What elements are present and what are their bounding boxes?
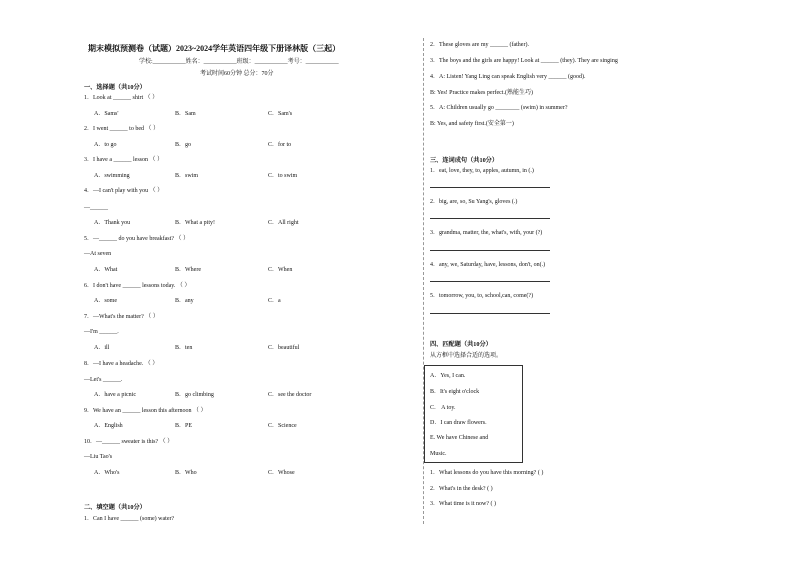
answer-option: B．Sam: [175, 111, 196, 117]
answer-option: A．some: [94, 298, 117, 304]
order-item: 1．eat, love, they, to, apples, autumn, in (.): [430, 168, 534, 174]
answer-option: A．Who's: [94, 470, 120, 476]
answer-option: B．ten: [175, 345, 193, 351]
box-option: C． A toy.: [430, 405, 456, 411]
question-stem: 4．—I can't play with you （ ）: [84, 188, 164, 194]
order-item: 5．tomorrow, you, to, school,can, come(?): [430, 293, 534, 299]
paper-title: 期末模拟预测卷（试题）2023~2024学年英语四年级下册译林版（三起）: [88, 44, 341, 53]
answer-option: B．What a pity!: [175, 220, 215, 226]
dialogue-line: —Liu Tao's: [84, 454, 113, 460]
answer-option: B．swim: [175, 173, 199, 179]
answer-option: A．have a picnic: [94, 392, 136, 398]
box-option: A．Yes, I can.: [430, 373, 466, 379]
student-info-line: 学校:___________姓名：___________班级：___________考号：___________: [139, 59, 339, 65]
answer-line[interactable]: [430, 250, 550, 251]
answer-option: A．to go: [94, 142, 117, 148]
fill-item: 3．The boys and the girls are happy! Look at ______ (they). They are singing: [430, 58, 618, 64]
dialogue-line: —Let's ______.: [84, 377, 123, 383]
answer-option: B．go: [175, 142, 192, 148]
question-stem: 3．I have a ______ lesson （ ）: [84, 157, 163, 163]
answer-option: B．any: [175, 298, 194, 304]
dialogue-line: —______: [84, 205, 108, 211]
answer-option: A．swimming: [94, 173, 130, 179]
dialogue-line: —I'm ______.: [84, 329, 119, 335]
answer-line[interactable]: [430, 281, 550, 282]
order-item: 4．any, we, Saturday, have, lessons, don't, on(.): [430, 262, 546, 268]
answer-line[interactable]: [430, 187, 550, 188]
section2-heading: 二、填空题（共10分）: [84, 504, 146, 511]
question-stem: 7．—What's the matter? （ ）: [84, 314, 159, 320]
answer-option: C．a: [268, 298, 281, 304]
match-item: 3．What time is it now? ( ): [430, 501, 496, 507]
section3-heading: 三、连词成句（共10分）: [430, 157, 499, 164]
dialogue-line: —At seven: [84, 251, 112, 257]
answer-option: C．to swim: [268, 173, 298, 179]
answer-option: B．go climbing: [175, 392, 214, 398]
answer-option: A．English: [94, 423, 123, 429]
answer-option: B．PE: [175, 423, 193, 429]
fill-item: B: Yes, and safety first.(安全第一): [430, 121, 514, 127]
section4-heading: 四、匹配题（共10分）: [430, 341, 492, 348]
answer-option: B．Who: [175, 470, 197, 476]
answer-option: C．beautiful: [268, 345, 300, 351]
answer-option: C．When: [268, 267, 293, 273]
fill-item: B: Yes! Practice makes perfect.(熟能生巧): [430, 90, 533, 96]
question-stem: 1．Look at ______ shirt （ ）: [84, 95, 159, 101]
answer-option: B．Where: [175, 267, 201, 273]
question-stem: 8．—I have a headache. （ ）: [84, 361, 159, 367]
box-option: D．I can draw flowers.: [430, 420, 487, 426]
answer-option: A．Thank you: [94, 220, 131, 226]
order-item: 2．big, are, so, Su Yang's, gloves (.): [430, 199, 518, 205]
question-stem: 10．—______ sweater is this? （ ）: [84, 439, 174, 445]
fill-item: 5．A: Children usually go ________ (swim) in summer?: [430, 105, 568, 111]
question-stem: 5．—______ do you have breakfast? （ ）: [84, 236, 189, 242]
match-item: 1．What lessons do you have this morning? ( ): [430, 470, 544, 476]
box-option: E. We have Chinese and: [430, 435, 489, 441]
answer-option: A．What: [94, 267, 118, 273]
question-stem: 6．I don't have ______ lessons today. （ ）: [84, 283, 191, 289]
answer-line[interactable]: [430, 313, 550, 314]
answer-option: A．Sams': [94, 111, 119, 117]
section4-instruction: 从方框中选择合适的选项。: [430, 353, 503, 359]
answer-option: C．Sam's: [268, 111, 293, 117]
answer-option: A．ill: [94, 345, 110, 351]
question-stem: 9．We have an ______ lesson this afternoon （ ）: [84, 408, 207, 414]
answer-option: C．Whose: [268, 470, 295, 476]
order-item: 3．grandma, matter, the, what's, with, your (?): [430, 230, 543, 236]
match-item: 2．What's in the desk? ( ): [430, 486, 493, 492]
exam-time-line: 考试时间60分钟 总分：70分: [200, 71, 274, 77]
box-option: B．It's eight o'clock: [430, 389, 480, 395]
answer-option: C．Science: [268, 423, 297, 429]
answer-line[interactable]: [430, 218, 550, 219]
fill-item: 4．A: Listen! Yang Ling can speak English very ______ (good).: [430, 74, 586, 80]
fill-item: 1．Can I have ______ (some) water?: [84, 516, 175, 522]
box-option: Music.: [430, 451, 447, 457]
answer-option: C．All right: [268, 220, 299, 226]
answer-option: C．see the doctor: [268, 392, 312, 398]
answer-option: C．for to: [268, 142, 292, 148]
section1-heading: 一、选择题（共10分）: [84, 84, 146, 91]
fill-item: 2．These gloves are my ______ (father).: [430, 42, 529, 48]
question-stem: 2．I went ______ to bed （ ）: [84, 126, 159, 132]
